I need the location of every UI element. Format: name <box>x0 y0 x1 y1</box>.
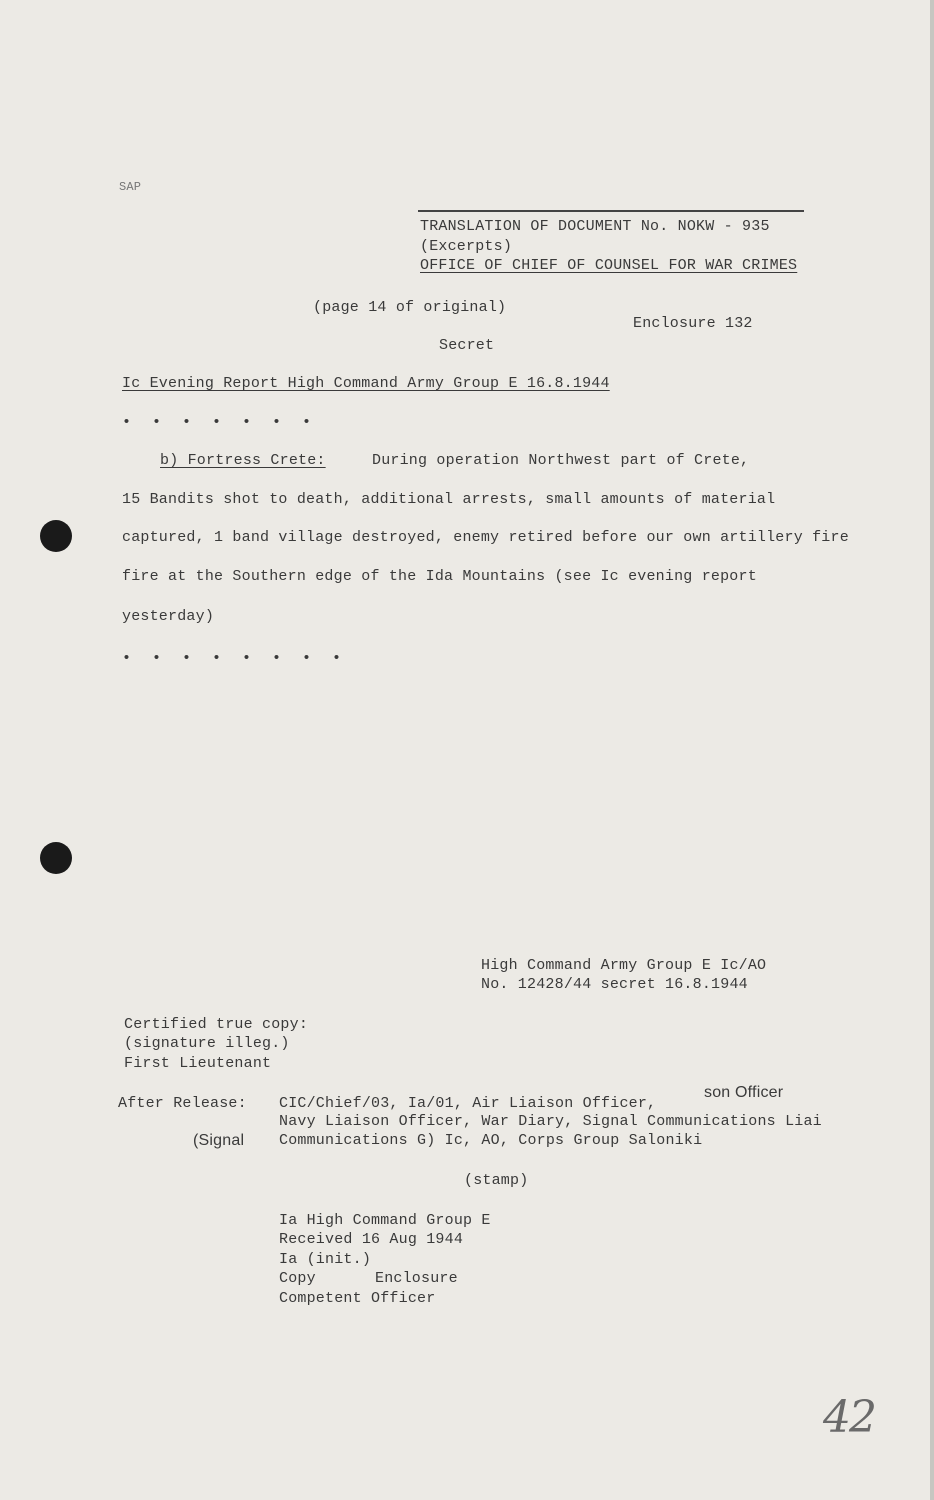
punch-hole-top <box>40 520 72 552</box>
distribution-line-3-prefix: (Signal <box>193 1132 245 1149</box>
page-edge <box>930 0 934 1500</box>
stamp-label: (stamp) <box>464 1172 529 1189</box>
report-line-5: yesterday) <box>122 608 215 625</box>
report-line-1: During operation Northwest part of Crete, <box>372 452 750 469</box>
stamp-line-1: Ia High Command Group E <box>279 1212 491 1229</box>
reference-line-1: High Command Army Group E Ic/AO <box>481 957 767 974</box>
distribution-line-1-extra: son Officer <box>704 1084 784 1101</box>
distribution-line-2: Navy Liaison Officer, War Diary, Signal Communications Liai <box>279 1113 822 1130</box>
stamp-line-5: Competent Officer <box>279 1290 436 1307</box>
office-line: OFFICE OF CHIEF OF COUNSEL FOR WAR CRIMES <box>420 257 798 274</box>
excerpts-label: (Excerpts) <box>420 238 513 255</box>
certification-line-1: Certified true copy: <box>124 1016 309 1033</box>
stamp-line-2: Received 16 Aug 1944 <box>279 1231 464 1248</box>
report-line-2: 15 Bandits shot to death, additional arrests, small amounts of material <box>122 491 776 508</box>
report-line-4: fire at the Southern edge of the Ida Mountains (see Ic evening report <box>122 568 757 585</box>
stamp-line-4-copy: Copy <box>279 1270 316 1287</box>
header-rule <box>418 210 804 212</box>
reference-line-2: No. 12428/44 secret 16.8.1944 <box>481 976 748 993</box>
certification-line-2: (signature illeg.) <box>124 1035 290 1052</box>
distribution-label: After Release: <box>118 1095 247 1112</box>
distribution-line-3: Communications G) Ic, AO, Corps Group Saloniki <box>279 1132 703 1149</box>
classification: Secret <box>439 337 495 354</box>
punch-hole-bottom <box>40 842 72 874</box>
report-title: Ic Evening Report High Command Army Group E 16.8.1944 <box>122 375 610 392</box>
document-number-line: TRANSLATION OF DOCUMENT No. NOKW - 935 <box>420 218 770 235</box>
ellipsis-top: • • • • • • • <box>122 414 318 431</box>
handwritten-page-number: 42 <box>823 1392 875 1443</box>
initials: SAP <box>119 180 142 194</box>
stamp-line-3: Ia (init.) <box>279 1251 372 1268</box>
report-line-3: captured, 1 band village destroyed, enemy retired before our own artillery fire <box>122 529 849 546</box>
section-label: b) Fortress Crete: <box>160 452 326 469</box>
stamp-line-4-enclosure: Enclosure <box>375 1270 458 1287</box>
certification-line-3: First Lieutenant <box>124 1055 272 1072</box>
enclosure-number: Enclosure 132 <box>633 315 753 332</box>
distribution-line-1: CIC/Chief/03, Ia/01, Air Liaison Officer, <box>279 1095 657 1112</box>
page-of-original: (page 14 of original) <box>313 299 507 316</box>
ellipsis-bottom: • • • • • • • • <box>122 650 348 667</box>
